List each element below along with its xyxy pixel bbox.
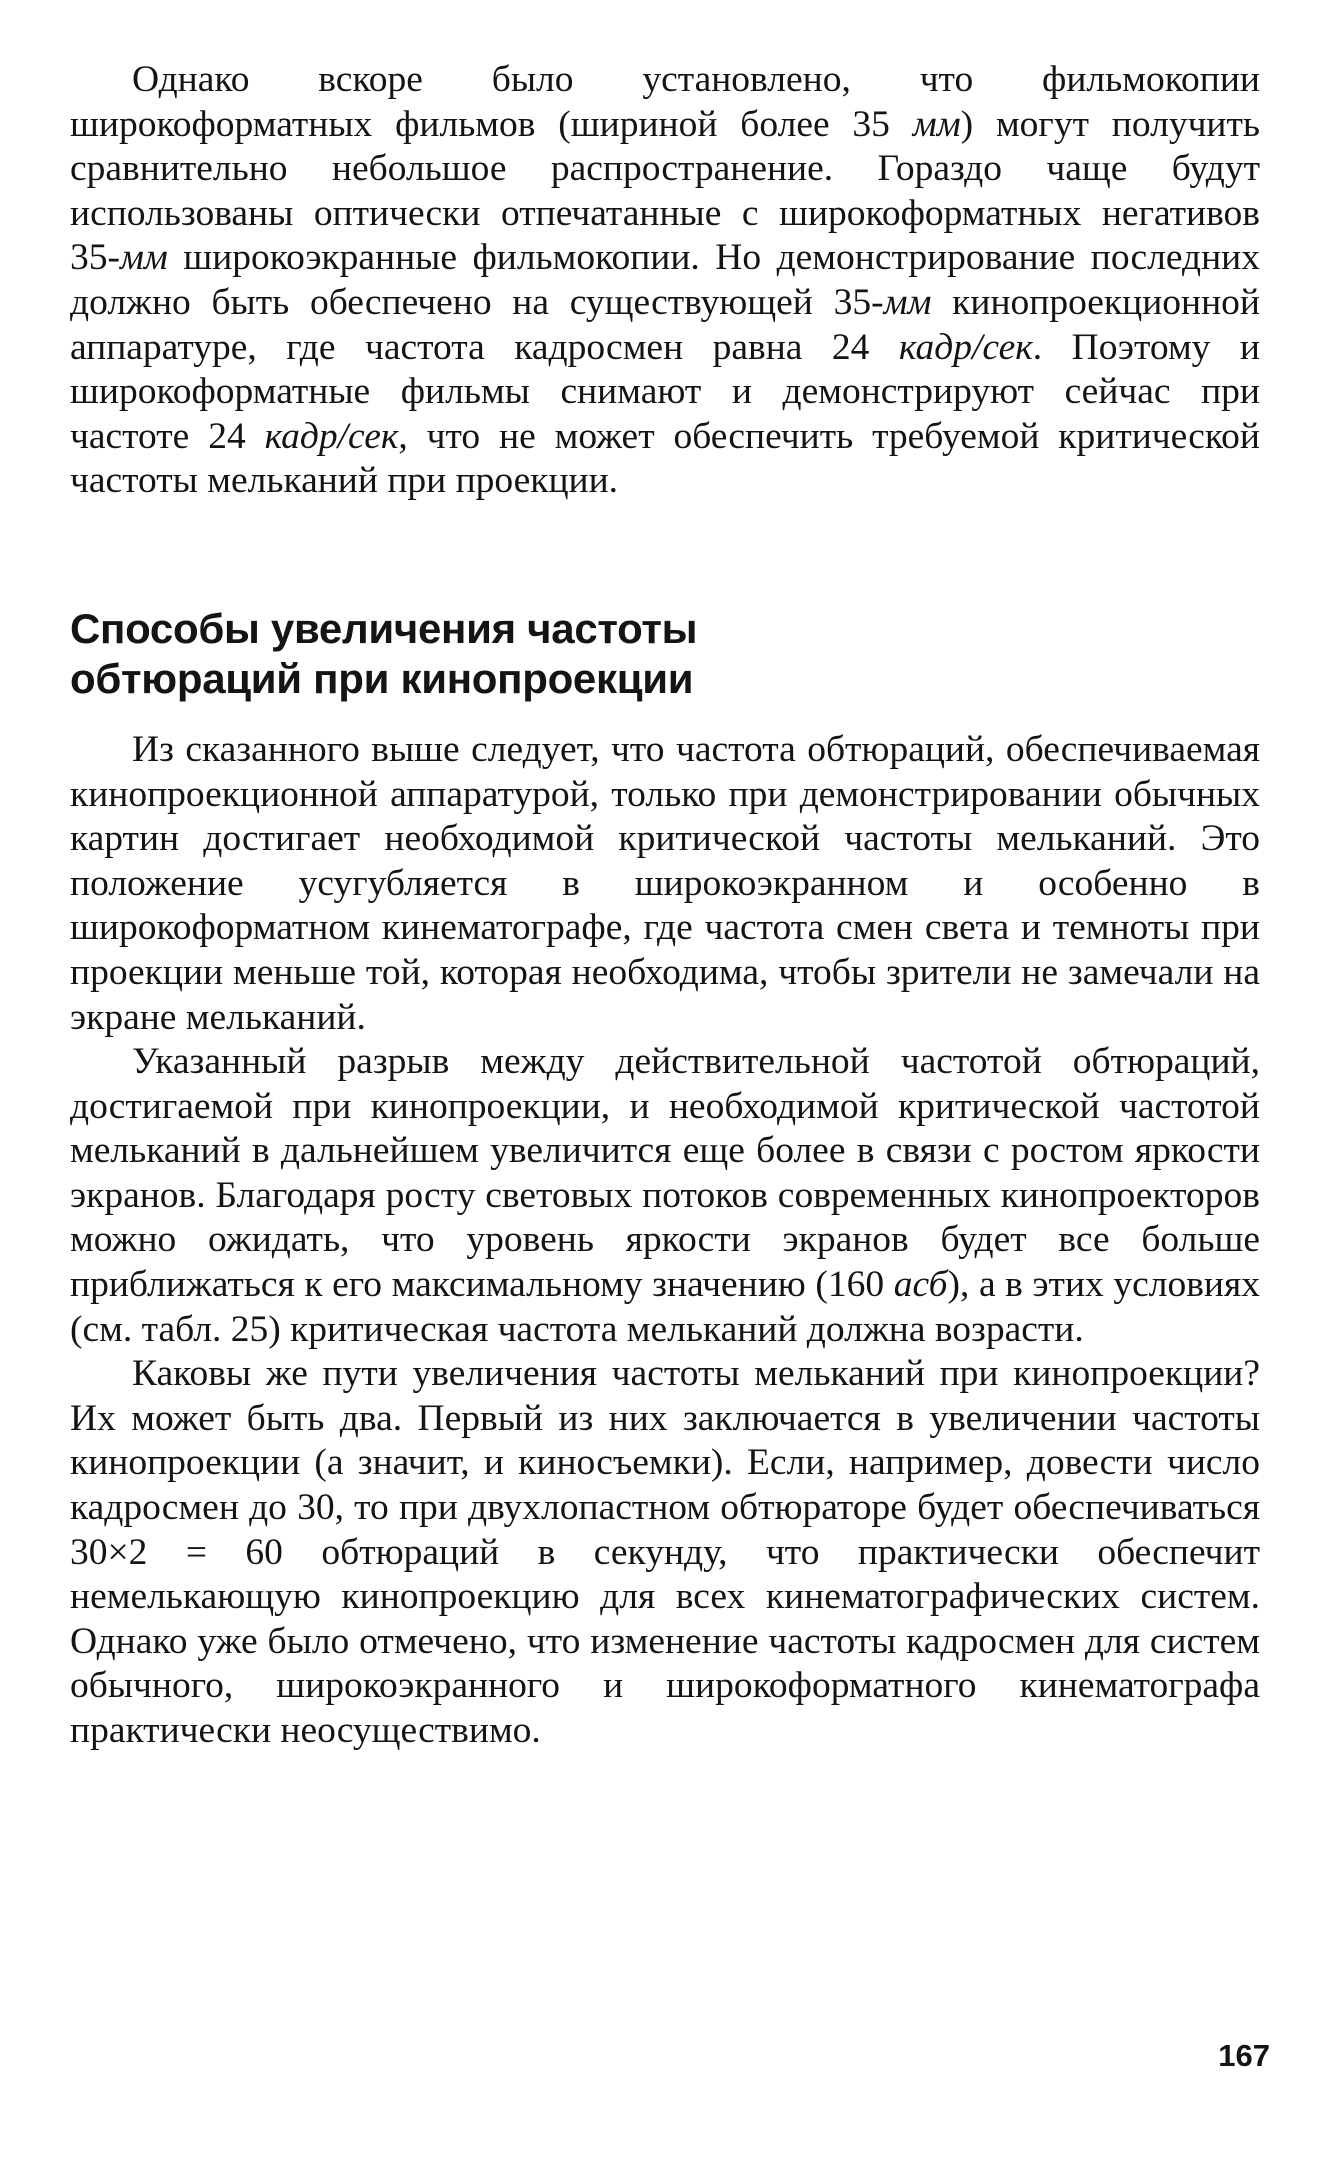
- intro-text-2: ) могут получить сравнительно небольшое распространение. Гораздо чаще будут использованы оптически отпечатанные с широкоформатных негативов 35-: [70, 103, 1260, 279]
- page-content: [70, 58, 1260, 1754]
- intro-text-4: кинопроекционной аппаратуре, где частота кадросмен равна 24: [70, 281, 1260, 368]
- section-body: [70, 728, 1260, 1754]
- intro-text-3: широкоэкранные фильмокопии. Но демонстрирование последних должно быть обеспечено на существующей 35-: [70, 237, 1260, 323]
- section-paragraph-3: Каковы же пути увеличения частоты мельканий при кинопроекции? Их может быть два. Первый из них заключается в увеличении частоты кинопроекции (а значит, и киносъемки). Если, например, довести число кадросмен до 30, то при двухлопастном обтюраторе будет обеспечиваться 30×2 = 60 обтюраций в секунду, что практически обеспечит немелькающую кинопроекцию для всех кинематографических систем. Однако уже было отмечено, что изменение частоты кадросмен для систем обычного, широкоэкранного и широкоформатного кинематографа практически неосуществимо.: [70, 1353, 1260, 1751]
- section-paragraph-1: Из сказанного выше следует, что частота обтюраций, обеспечиваемая кинопроекционной аппаратурой, только при демонстрировании обычных картин достигает необходимой критической частоты мельканий. Это положение усугубляется в широкоэкранном и особенно в широкоформатном кинематографе, где частота смен света и темноты при проекции меньше той, которая необходима, чтобы зрители не замечали на экране мельканий.: [70, 728, 1260, 1038]
- para2-text-2: ), а в этих условиях (см. табл. 25) критическая частота мельканий должна возрасти.: [70, 1264, 1260, 1350]
- intro-text-5: . Поэтому и широкоформатные фильмы снимают и демонстрируют сейчас при частоте 24: [70, 326, 1260, 457]
- unit-mm-1: мм: [912, 103, 961, 145]
- section-heading-line-1: Способы увеличения частоты: [70, 604, 698, 652]
- unit-mm-3: мм: [883, 281, 932, 323]
- para2-text-1: Указанный разрыв между действительной частотой обтюраций, достигаемой при кинопроекции, и необходимой критической частотой мельканий в дальнейшем увеличится еще более в связи с ростом яркости экранов. Благодаря росту световых потоков современных кинопроекторов можно ожидать, что уровень яркости экранов будет все больше приближаться к его максимальному значению (160: [70, 1041, 1260, 1306]
- section-paragraph-2: [70, 1040, 1260, 1352]
- unit-mm-2: мм: [120, 237, 168, 279]
- unit-asb: асб: [893, 1264, 948, 1306]
- intro-paragraph: [70, 58, 1260, 504]
- unit-frame-rate-2: кадр/сек: [264, 415, 399, 457]
- intro-text-6: , что не может обеспечить требуемой критической частоты мельканий при проекции.: [70, 415, 1260, 502]
- intro-text-1: Однако вскоре было установлено, что фильмокопии широкоформатных фильмов (шириной более 35: [70, 59, 1260, 145]
- page-number: 167: [1218, 2038, 1270, 2073]
- section-heading-line-2: обтюраций при кинопроекции: [70, 654, 694, 702]
- unit-frame-rate-1: кадр/сек: [898, 326, 1033, 368]
- section-heading: [70, 604, 1260, 704]
